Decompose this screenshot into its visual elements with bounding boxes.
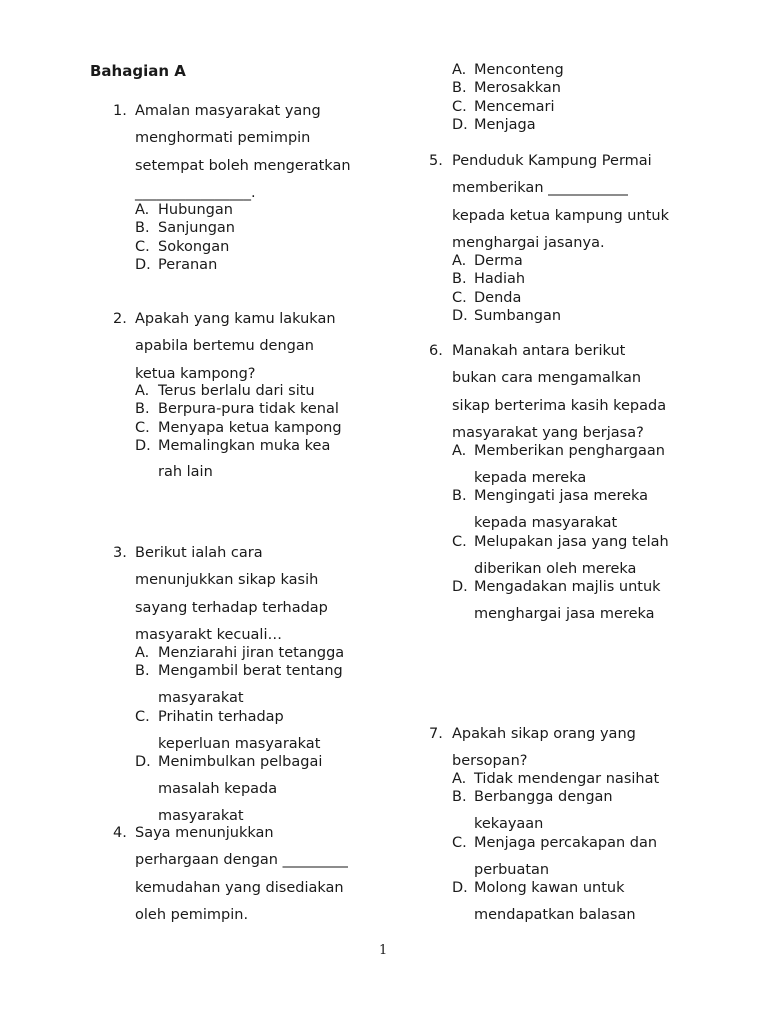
option-text: Menconteng [474,62,564,78]
option-letter: B. [135,663,150,680]
option-text: Melupakan jasa yang telah [474,533,669,550]
option-text: Hubungan [158,202,233,218]
option-letter: D. [452,578,468,595]
question-stem-line: bukan cara mengamalkan [452,370,642,387]
option-text: mendapatkan balasan [474,906,636,923]
option-text: diberikan oleh mereka [474,560,637,577]
option-letter: B. [452,80,467,97]
option-letter: D. [135,753,151,770]
option-text: rah lain [158,464,213,481]
option-letter: D. [135,437,151,454]
question-number: 3. [113,545,127,561]
option-text: Prihatin terhadap [158,708,284,725]
question-stem-line: kemudahan yang disediakan [135,879,344,896]
option-letter: A. [135,202,150,218]
option-letter: B. [452,271,467,288]
question-stem-line: Apakah sikap orang yang [452,726,636,742]
option-text: Sumbangan [474,307,562,324]
question-stem-line: ketua kampong? [135,365,256,382]
option-text: Denda [474,289,522,306]
option-letter: D. [452,116,468,133]
option-text: Sokongan [158,238,230,255]
option-letter: D. [135,256,151,273]
option-letter: B. [452,488,467,505]
question-stem-line: ________________. [135,184,256,201]
question-stem-line: menghormati pemimpin [135,130,311,147]
option-text: masalah kepada [158,780,278,797]
question-stem-line: menghargai jasanya. [452,234,605,251]
option-text: masyarakat [158,807,244,824]
option-letter: A. [452,62,467,78]
option-text: Menyapa ketua kampong [158,419,342,436]
option-text: Merosakkan [474,80,561,97]
option-letter: A. [452,771,467,787]
question-stem-line: Penduduk Kampung Permai [452,153,652,169]
question-stem-line: memberikan ___________ [452,180,628,197]
question-stem-line: kepada ketua kampung untuk [452,207,669,224]
question-stem-line: Berikut ialah cara [135,545,263,561]
question-stem-line: setempat boleh mengeratkan [135,157,351,174]
option-letter: B. [452,789,467,806]
question-stem-line: Amalan masyarakat yang [135,103,321,119]
question-stem-line: Saya menunjukkan [135,825,274,841]
option-letter: A. [452,253,467,269]
question-stem-line: apabila bertemu dengan [135,338,314,355]
option-letter: C. [452,834,467,851]
option-text: Mengingati jasa mereka [474,488,649,505]
option-text: Berpura-pura tidak kenal [158,401,339,418]
option-text: Memberikan penghargaan [474,443,665,459]
option-letter: A. [452,443,467,459]
option-text: Hadiah [474,271,526,288]
option-text: keperluan masyarakat [158,735,321,752]
option-letter: C. [452,533,467,550]
option-text: Mencemari [474,98,555,115]
option-text: perbuatan [474,861,550,878]
option-text: kepada masyarakat [474,515,618,532]
option-letter: A. [135,383,150,399]
option-text: Mengambil berat tentang [158,663,343,680]
option-text: Menjaga percakapan dan [474,834,658,851]
option-text: kepada mereka [474,470,587,486]
option-letter: D. [452,307,468,324]
option-text: Derma [474,253,523,269]
question-stem-line: perhargaan dengan _________ [135,852,348,869]
option-text: Menimbulkan pelbagai [158,753,323,770]
question-stem-line: bersopan? [452,753,528,770]
option-letter: C. [135,708,150,725]
option-letter: C. [452,289,467,306]
question-number: 6. [429,343,443,359]
option-text: Mengadakan majlis untuk [474,578,661,595]
option-letter: D. [452,879,468,896]
question-number: 4. [113,825,127,841]
option-letter: B. [135,401,150,418]
option-letter: C. [135,238,150,255]
option-text: menghargai jasa mereka [474,605,655,622]
question-number: 5. [429,153,443,169]
option-text: Menjaga [474,116,536,133]
question-number: 2. [113,311,127,327]
option-text: Molong kawan untuk [474,879,625,896]
option-text: Tidak mendengar nasihat [474,771,660,787]
question-stem-line: sikap berterima kasih kepada [452,397,667,414]
option-text: Sanjungan [158,220,235,237]
option-text: Terus berlalu dari situ [158,383,315,399]
option-text: kekayaan [474,816,544,833]
question-stem-line: Manakah antara berikut [452,343,626,359]
option-text: Memalingkan muka kea [158,437,331,454]
question-number: 7. [429,726,443,742]
question-stem-line: masyarakt kecuali… [135,626,282,643]
option-text: Peranan [158,256,218,273]
question-number: 1. [113,103,127,119]
option-letter: A. [135,645,150,661]
question-stem-line: oleh pemimpin. [135,906,249,923]
question-stem-line: sayang terhadap terhadap [135,599,328,616]
question-stem-line: Apakah yang kamu lakukan [135,311,336,327]
option-letter: C. [452,98,467,115]
question-stem-line: menunjukkan sikap kasih [135,572,319,589]
page-number: 1 [379,943,388,958]
option-text: masyarakat [158,690,244,707]
option-text: Berbangga dengan [474,789,613,806]
option-letter: B. [135,220,150,237]
option-text: Menziarahi jiran tetangga [158,645,345,661]
option-letter: C. [135,419,150,436]
question-stem-line: masyarakat yang berjasa? [452,424,644,441]
section-title: Bahagian A [90,62,186,80]
